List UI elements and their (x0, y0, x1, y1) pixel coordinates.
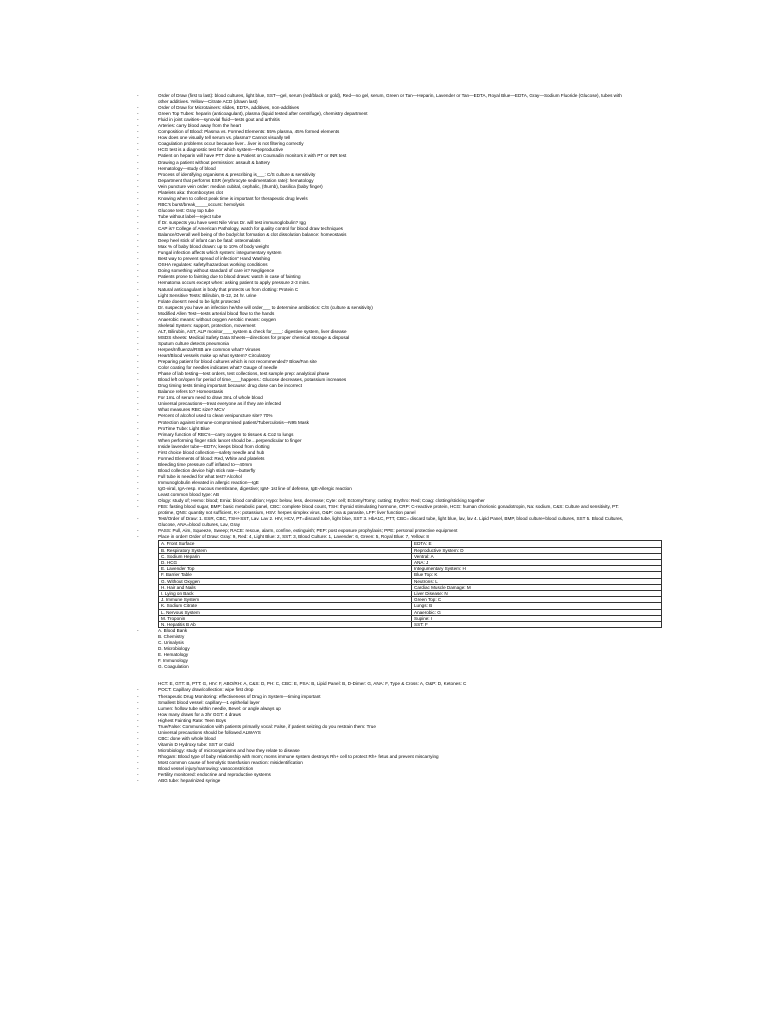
item-text: When performing finger stick lancet should be…perpendicular to finger (158, 437, 302, 443)
item-text: Blood vessel injury/narrowing: vasoconstriction (158, 766, 254, 772)
bullet-dash: - (137, 310, 139, 316)
bullet-dash: - (137, 461, 139, 467)
bullet-dash: - (137, 213, 139, 219)
item-text: Hematology—study of blood (158, 165, 216, 171)
item-text: Least common blood type: AB (158, 492, 220, 498)
item-text: Modified Allen Test—tests arterial blood flow to the hands (158, 310, 275, 316)
item-text: POCT: Capillary draw/collection: wipe first drop (158, 687, 254, 693)
table-cell-match: Green Top: C (412, 597, 662, 603)
bullet-dash: - (137, 504, 139, 510)
item-text: True/False: Communication with patients primarily vocal: False, if patient seizing do you restrain them: True (158, 723, 376, 729)
bullet-dash: - (137, 111, 139, 117)
bullet-dash: - (137, 371, 139, 377)
bullet-dash: - (137, 383, 139, 389)
bullet-dash: - (137, 359, 139, 365)
bullet-dash: - (137, 628, 139, 634)
table-cell-term: E. Lavender Top (159, 566, 412, 572)
bullet-dash: - (137, 328, 139, 334)
item-text: Arteries: carry blood away from the heart (158, 123, 241, 129)
bullet-dash: - (137, 153, 139, 159)
bullet-dash: - (137, 244, 139, 250)
item-text: Bleeding time pressure cuff inflated to—40mm (158, 461, 253, 467)
bullet-dash: - (137, 298, 139, 304)
item-text: Patient on heparin will have PTT done & Patient on Coumadin monitors it with PT or INR test (158, 153, 347, 159)
bullet-dash: - (137, 395, 139, 401)
item-text: Order of Draw for Microtainers: slides, EDTA, additives, non-additives (158, 105, 300, 111)
list-item (137, 504, 628, 516)
item-text: Lumen: hollow tube within needle, Bevel: or angle always up (158, 705, 281, 711)
department-item: A. Blood Bank (158, 628, 188, 634)
bullet-dash: - (137, 365, 139, 371)
item-text: Green Top Tubes: heparin (anticoagulant), plasma (liquid tested after centrifuge), chemistry department (158, 111, 368, 117)
item-text: Order of Draw (first to last): blood cultures, light blue, SST—gel, serum (red/black or gold), Red—no gel, serum, Green or Tan—Heparin, Lavender or Tan—EDTA, Royal Blue—EDTA, Gray—Sodium Fluoride (Glucose), tubes with other additives. Yellow—Citrate ACD (drawn last) (158, 93, 622, 105)
item-text: Vitamin D Hydroxy tube: SST or Gold (158, 741, 234, 747)
item-text: Balance/Overall well being of the body/clot formation & clot dissolution balance: homeostasis (158, 232, 347, 238)
bullet-dash: - (137, 171, 139, 177)
bullet-dash: - (137, 226, 139, 232)
item-text: Color coating for needles indicates what? Gauge of needle (158, 365, 278, 371)
item-text: For 1mL of serum need to draw 3mL of whole blood (158, 395, 263, 401)
bullet-dash: - (137, 729, 139, 735)
bullet-dash: - (137, 528, 139, 534)
item-text: ABG tube: heparinized syringe (158, 778, 221, 784)
list-item (137, 93, 628, 105)
department-item: G. Coagulation (158, 664, 189, 670)
bullet-dash: - (137, 280, 139, 286)
bullet-dash: - (137, 129, 139, 135)
bullet-dash: - (137, 377, 139, 383)
table-cell-term: A. Front Surface (159, 541, 412, 547)
bullet-dash: - (137, 334, 139, 340)
bullet-dash: - (137, 316, 139, 322)
department-item: E. Hematology (158, 652, 189, 658)
bullet-dash: - (137, 772, 139, 778)
item-text: Percent of alcohol used to clean venipuncture site? 70% (158, 413, 273, 419)
bullet-dash: - (137, 304, 139, 310)
item-text: Dr. suspects you have an infection he/she will order___ to determine antibiotics: C/S (culture & sensitivity) (158, 304, 373, 310)
table-cell-term: D. HCG (159, 560, 412, 566)
bullet-dash: - (137, 419, 139, 425)
table-cell-match: ANA: J (412, 560, 662, 566)
item-text: Doing something without standard of care is? Negligence (158, 268, 275, 274)
list-item (137, 516, 628, 528)
bullet-dash: - (137, 389, 139, 395)
item-text: OSHA regulates: safety/hazardous working conditions (158, 262, 268, 268)
item-text: Universal precautions should be followed ALWAYS (158, 729, 261, 735)
bullet-dash: - (137, 693, 139, 699)
item-text: Phase of lab testing—test orders, test collections, test sample prep: analytical phase (158, 371, 330, 377)
item-text: Knowing when to collect peak time is important for therapeutic drug levels (158, 195, 308, 201)
item-text: Department that performs ESR (erythrocyte sedimentation rate): hematology (158, 177, 314, 183)
bullet-dash: - (137, 219, 139, 225)
table-cell-match: Lungs: B (412, 603, 662, 609)
item-text: Fungal infection affects which system: integumentary system (158, 250, 282, 256)
bullet-dash: - (137, 141, 139, 147)
item-text: CAP is? College of American Pathology, watch for quality control for blood draw techniques (158, 226, 343, 232)
notes-content (137, 93, 628, 784)
matching-table (158, 540, 662, 628)
item-text: Fluid in joint cavities—synovial fluid—tests gout and arthritis (158, 117, 280, 123)
item-text: Balance refers to? Homeostasis (158, 389, 224, 395)
bullet-dash: - (137, 705, 139, 711)
item-text: CBC: done with whole blood (158, 735, 216, 741)
item-text: Glucose test: Gray top tube (158, 207, 214, 213)
item-text: Folate doesn't need to be light protected (158, 298, 240, 304)
bullet-dash: - (137, 455, 139, 461)
item-text: Composition of Blood: Plasma vs. Formed Elements: 55% plasma, 45% formed elements (158, 129, 340, 135)
bullet-dash: - (137, 207, 139, 213)
item-text: Place in order! Order of Draw: Gray: 9, Red: 4, Light Blue: 2, SST: 3, Blood Culture: 1, Lavender: 6, Green: 5, Royal Blue: 7, Yellow: 8 (158, 534, 429, 540)
table-cell-match: Cardiac Muscle Damage: M (412, 584, 662, 590)
table-cell-match: Supine: I (412, 615, 662, 621)
bullet-dash: - (137, 492, 139, 498)
bullet-dash: - (137, 183, 139, 189)
bullet-dash: - (137, 778, 139, 784)
item-text: Heart/Blood vessels make up what system? Circulatory (158, 353, 271, 359)
item-text: PASS: Pull, Aim, Squeeze, Sweep; RACE: rescue, alarm, confine, extinguish; PEP: post exposure prophylaxis; PPE: personal protective equipment (158, 528, 458, 534)
bullet-dash: - (137, 292, 139, 298)
department-item: F. Immunology (158, 658, 188, 664)
item-text: Microbiology: study of microorganisms and how they relate to disease (158, 747, 300, 753)
table-cell-term: I. Lying on Back (159, 590, 412, 596)
item-text: Light Sensitive Tests: Bilirubin, B-12, 24 hr. urine (158, 292, 257, 298)
list-item (137, 534, 628, 540)
item-text: FBS: fasting blood sugar, BMP: basic metabolic panel, CBC: complete blood count, TSH: thyroid stimulating hormone, CRP: C-reactive protein, HCG: human chorionic gonadotropin, Na: sodium, C&S: Culture and sensitivity, PT: protime, QNS: quantity not sufficient, K+: potassium, HSV: herpes simplex virus, O&P: ova & parasite, LFP: liver function panel (158, 504, 619, 516)
item-text: Anaerobic means: without oxygen Aerobic means: oxygen (158, 316, 276, 322)
bullet-dash: - (137, 189, 139, 195)
table-cell-term: F. Barrier Table (159, 572, 412, 578)
item-text: Hematoma occurs except when: asking patient to apply pressure 2-3 mins. (158, 280, 310, 286)
bullet-dash: - (137, 437, 139, 443)
bullet-dash: - (137, 250, 139, 256)
item-text: HCG test is a diagnostic test for which system—Reproductive (158, 147, 284, 153)
department-item: D. Microbiology (158, 646, 190, 652)
bullet-dash: - (137, 274, 139, 280)
answer-line: HCT: E, GTT: B, PTT: G, HIV: F, ABO/RH: A, C&S: D, PH: C, CBC: E, PSA: B, Lipid Panel: B, D-Dimer: G, ANA: F, Type & Cross: A, O&P: D, Ketones: C (158, 681, 467, 687)
bullet-dash: - (137, 486, 139, 492)
bullet-dash: - (137, 232, 139, 238)
item-text: Test/Order of Draw: 1. ESR, CBC, TSH+SST, Lav. Lav 2. HIV, HCV, PT=discard tube, light blue, SST 3. HbA1C, PTT, CBC= discard tube, light blue, lav, lav 4. Lipid Panel, BMP, blood culture+blood cultures, SST 5. Blood Cultures, Glucose, ANA=blood cultures, Lav, Gray (158, 516, 624, 528)
table-cell-term: C. Sodium Heparin (159, 553, 412, 559)
bullet-dash: - (137, 711, 139, 717)
bullet-dash: - (137, 262, 139, 268)
bullet-dash: - (137, 322, 139, 328)
item-text: Coagulation problems occur because liver…liver is not filtering correctly (158, 141, 304, 147)
item-text: How does one visually tell serum vs. plasma? Cannot visually tell (158, 135, 291, 141)
bullet-dash: - (137, 159, 139, 165)
bullet-dash: - (137, 177, 139, 183)
table-cell-term: H. Hair and Nails (159, 584, 412, 590)
bullet-dash: - (137, 165, 139, 171)
bullet-dash: - (137, 147, 139, 153)
item-text: Blood collection device high stick rate—butterfly (158, 467, 256, 473)
bullet-dash: - (137, 735, 139, 741)
table-cell-term: K. Sodium Citrate (159, 603, 412, 609)
bullet-dash: - (137, 480, 139, 485)
item-text: Preparing patient for blood cultures which is not recommended? Blow/Fan site (158, 359, 317, 365)
item-text: Sputum culture detects pneumonia (158, 340, 229, 346)
table-cell-match: Neutrons: L (412, 578, 662, 584)
bullet-dash: - (137, 346, 139, 352)
item-text: Tube without label—reject tube (158, 213, 222, 219)
item-text: ALT, Bilirubin, AST, ALP monitor____system & check for____: digestive system, liver disease (158, 328, 347, 334)
table-cell-term: L. Nervous System (159, 609, 412, 615)
item-text: Best way to prevent spread of infection" Hand Washing (158, 256, 271, 262)
item-text: Process of identifying organisms & prescribing is___: C/S culture & sensitivity (158, 171, 316, 177)
item-text: Fertility monitored: endocrine and reproductive systems (158, 772, 271, 778)
table-row (159, 621, 662, 627)
bullet-dash: - (137, 687, 139, 693)
bullet-dash: - (137, 443, 139, 449)
item-text: Highest Fainting Rate: Teen Boys (158, 717, 227, 723)
item-text: Immunoglobulin elevated in allergic reaction—IgE (158, 480, 259, 485)
study-notes-list-2 (137, 687, 628, 784)
table-cell-match: SST: F (412, 621, 662, 627)
table-cell-term: G. Without Oxygen (159, 578, 412, 584)
table-cell-match: Liver Disease: N (412, 590, 662, 596)
item-text: Max % of baby blood drawn: up to 10% of body weight (158, 244, 269, 250)
bullet-dash: - (137, 407, 139, 413)
department-item: B. Chemistry (158, 634, 185, 640)
bullet-dash: - (137, 195, 139, 201)
bullet-dash: - (137, 123, 139, 129)
bullet-dash: - (137, 340, 139, 346)
item-text: Primary function of RBC's—carry oxygen to tissues & Co2 to lungs (158, 431, 294, 437)
table-cell-term: N. Hepatitis B Ab (159, 621, 412, 627)
item-text: Blood left on/open for period of time____happens.: Glucose decreases, potassium increases (158, 377, 347, 383)
bullet-dash: - (137, 135, 139, 141)
bullet-dash: - (137, 723, 139, 729)
item-text: Natural anticoagulant in body that protects us from clotting: Protein C (158, 286, 299, 292)
item-text: Herpes/Influenza/RSB are common what? Viruses (158, 346, 261, 352)
bullet-dash: - (137, 93, 139, 98)
item-text: Inside lavender tube—EDTA; keeps blood from clotting (158, 443, 270, 449)
item-text: First choice blood collection—safety needle and hub (158, 449, 265, 455)
bullet-dash: - (137, 534, 139, 540)
item-text: Therapeutic Drug Monitoring: effectiveness of Drug in System—timing important (158, 693, 321, 699)
study-notes-list (137, 93, 628, 540)
item-text: Platelets aka: thrombocytes clot (158, 189, 223, 195)
bullet-dash: - (137, 516, 139, 522)
item-text: Drawing a patient without permission: assault & battery (158, 159, 270, 165)
item-text: Skeletal System: support, protection, movement (158, 322, 256, 328)
table-cell-term: M. Troponin (159, 615, 412, 621)
item-text: Full tube is needed for what test? Alcohol (158, 473, 242, 479)
item-text: How many draws for a 3hr GGT: 4 draws (158, 711, 241, 717)
item-text: MSDS sheets: Medical Safety Data Sheets—directions for proper chemical storage & disposal (158, 334, 350, 340)
bullet-dash: - (137, 467, 139, 473)
bullet-dash: - (137, 760, 139, 766)
bullet-dash: - (137, 747, 139, 753)
item-text: Drug timing tests timing important because: drug dose can be incorrect (158, 383, 303, 389)
bullet-dash: - (137, 449, 139, 455)
item-text: What measures RBC size? MCV (158, 407, 225, 413)
item-text: Most common cause of hemolytic transfusion reaction: misidentification (158, 760, 303, 766)
table-cell-term: J. Immune System (159, 597, 412, 603)
departments-item (137, 628, 628, 670)
item-text: Patients prone to fainting due to blood draws: watch in case of fainting (158, 274, 301, 280)
item-text: ProTime Tube: Light Blue (158, 425, 210, 431)
item-text: If Dr. suspects you have west Nile Virus Dr. will test immunoglobulin? Igg (158, 219, 306, 225)
department-item: C. Urinalysis (158, 640, 184, 646)
bullet-dash: - (137, 286, 139, 292)
bullet-dash: - (137, 201, 139, 207)
item-text: Formed Elements of blood: Red, White and platelets (158, 455, 265, 461)
bullet-dash: - (137, 256, 139, 262)
item-text: Universal precautions—treat everyone as if they are infected (158, 401, 282, 407)
table-cell-match: Anaerobic: G (412, 609, 662, 615)
bullet-dash: - (137, 401, 139, 407)
bullet-dash: - (137, 353, 139, 359)
bullet-dash: - (137, 413, 139, 419)
bullet-dash: - (137, 741, 139, 747)
item-text: Vein puncture vein order: median cubital, cephalic, (thumb), basilica (baby finger) (158, 183, 323, 189)
bullet-dash: - (137, 238, 139, 244)
bullet-dash: - (137, 699, 139, 705)
bullet-dash: - (137, 753, 139, 759)
bullet-dash: - (137, 268, 139, 274)
item-text: Deep heel stick of infant can be fatal: osteomalatis (158, 238, 261, 244)
bullet-dash: - (137, 117, 139, 123)
item-text: Rhogam: Blood type of baby relationship with mom; moms immune system destroys Rh+ cell to protect Rh+ fetus and prevent miscarrying (158, 753, 439, 759)
bullet-dash: - (137, 498, 139, 504)
table-cell-match: Integumentary System: H (412, 566, 662, 572)
item-text: RBC's burst/break_____occurs: hemolysis (158, 201, 245, 207)
bullet-dash: - (137, 431, 139, 437)
item-text: Ology: study of; Hemo: blood; Emia: blood condition; Hypo: below, less, decrease; Cyte: cell; Ectomy/Tomy; cutting; Erythro: Red; Coag: clotting/sticking together (158, 498, 485, 504)
departments-list (158, 628, 628, 670)
bullet-dash: - (137, 425, 139, 431)
item-text: IgG-viral, IgA-resp. mucous membrane, digestive; IgM- 1st line of defense, IgE-Allergic reaction (158, 486, 352, 492)
table-cell-match: Reproductive System: D (412, 547, 662, 553)
table-cell-match: Blue Top: K (412, 572, 662, 578)
bullet-dash: - (137, 105, 139, 111)
bullet-dash: - (137, 473, 139, 479)
bullet-dash: - (137, 717, 139, 723)
table-cell-match: Ventral: A (412, 553, 662, 559)
item-text: Protection against immune-compromised patient/Tuberculosis—N95 Mask (158, 419, 309, 425)
bullet-dash: - (137, 766, 139, 772)
item-text: Smallest blood vessel: capillary—1 epithelial layer (158, 699, 260, 705)
list-item (137, 778, 628, 784)
table-cell-term: B. Respiratory System (159, 547, 412, 553)
table-cell-match: EDTA: E (412, 541, 662, 547)
